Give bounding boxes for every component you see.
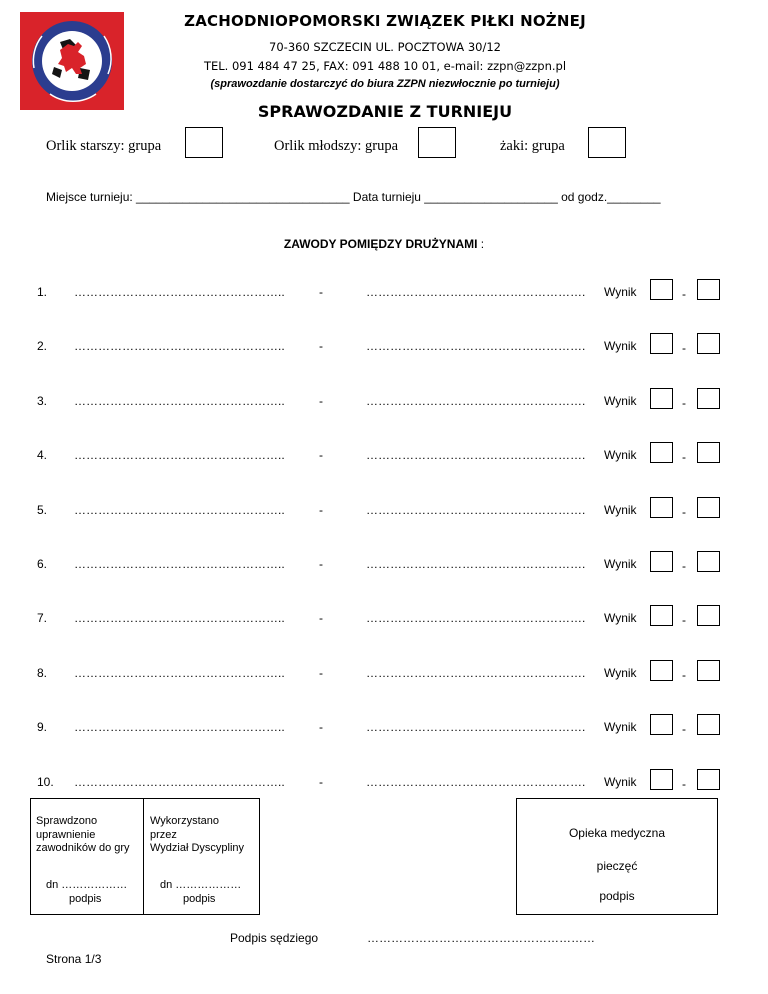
verification-right-date[interactable]: dn ………………	[160, 879, 242, 891]
score-box-team-a[interactable]	[650, 497, 673, 518]
organization-name: ZACHODNIOPOMORSKI ZWIĄZEK PIŁKI NOŻNEJ	[184, 12, 586, 30]
team-a-field[interactable]: ……………………………………………..	[74, 665, 285, 680]
team-b-field[interactable]: ……………………………………………….	[366, 339, 586, 354]
referee-signature-line[interactable]: …………………………………………………	[367, 931, 595, 945]
score-box-team-a[interactable]	[650, 279, 673, 300]
score-dash: -	[682, 450, 686, 465]
score-box-team-a[interactable]	[650, 551, 673, 572]
match-number: 1.	[37, 285, 48, 299]
category-box-zaki[interactable]	[588, 127, 626, 158]
match-number: 6.	[37, 557, 48, 571]
match-number: 3.	[37, 393, 48, 408]
versus-dash: -	[319, 774, 323, 789]
team-a-field[interactable]: ……………………………………………..	[74, 557, 285, 571]
category-label-zaki: żaki: grupa	[500, 138, 565, 154]
verification-right-text	[150, 815, 244, 856]
versus-dash: -	[319, 611, 323, 626]
score-dash: -	[682, 613, 686, 628]
score-dash: -	[682, 504, 686, 519]
team-a-field[interactable]: ……………………………………………..	[74, 611, 285, 626]
score-box-team-b[interactable]	[697, 442, 720, 463]
result-label: Wynik	[604, 665, 637, 680]
match-row	[0, 714, 768, 744]
score-dash: -	[682, 559, 686, 573]
match-row	[0, 660, 768, 690]
team-b-field[interactable]: ……………………………………………….	[366, 285, 586, 299]
category-label-orlik-starszy: Orlik starszy: grupa	[46, 138, 162, 154]
report-title: SPRAWOZDANIE Z TURNIEJU	[257, 102, 513, 121]
score-box-team-b[interactable]	[697, 279, 720, 300]
team-b-field[interactable]: ……………………………………………….	[366, 665, 586, 680]
score-box-team-b[interactable]	[697, 551, 720, 572]
versus-dash: -	[319, 665, 323, 680]
result-label: Wynik	[604, 774, 637, 789]
zzpn-logo	[20, 12, 124, 110]
team-a-field[interactable]: ……………………………………………..	[74, 448, 285, 463]
score-box-team-b[interactable]	[697, 333, 720, 354]
versus-dash: -	[319, 502, 323, 517]
match-row	[0, 551, 768, 581]
medical-stamp-label: pieczęć	[596, 859, 638, 873]
section-title-text: ZAWODY POMIĘDZY DRUŻYNAMI	[283, 237, 478, 251]
verification-right-signature: podpis	[183, 893, 216, 905]
verification-left-date[interactable]: dn ………………	[46, 879, 128, 891]
match-number: 7.	[37, 611, 48, 626]
result-label: Wynik	[604, 720, 637, 735]
verification-left-line: zawodników do gry	[36, 842, 130, 854]
match-number: 9.	[37, 720, 48, 735]
score-box-team-a[interactable]	[650, 605, 673, 626]
team-b-field[interactable]: ……………………………………………….	[366, 611, 586, 626]
team-a-field[interactable]: ……………………………………………..	[74, 285, 285, 299]
verification-left-signature: podpis	[69, 893, 102, 905]
score-box-team-a[interactable]	[650, 388, 673, 409]
organization-contact: TEL. 091 484 47 25, FAX: 091 488 10 01, e-mail: zzpn@zzpn.pl	[203, 59, 567, 73]
result-label: Wynik	[604, 611, 637, 626]
team-a-field[interactable]: ……………………………………………..	[74, 720, 285, 735]
score-box-team-b[interactable]	[697, 769, 720, 790]
verification-left-line: uprawnienie	[36, 828, 96, 841]
versus-dash: -	[319, 448, 323, 463]
organization-address: 70-360 SZCZECIN UL. POCZTOWA 30/12	[269, 40, 501, 54]
result-label: Wynik	[604, 393, 637, 408]
score-box-team-b[interactable]	[697, 388, 720, 409]
verification-right-line: przez	[150, 828, 177, 841]
team-a-field[interactable]: ……………………………………………..	[74, 502, 285, 517]
match-number: 4.	[37, 448, 48, 463]
versus-dash: -	[319, 720, 323, 735]
versus-dash: -	[319, 339, 323, 354]
verification-left-text	[36, 815, 130, 856]
match-row	[0, 333, 768, 363]
match-row	[0, 442, 768, 472]
versus-dash: -	[319, 393, 323, 408]
score-dash: -	[682, 287, 686, 301]
delivery-note: (sprawozdanie dostarczyć do biura ZZPN niezwłocznie po turnieju)	[210, 78, 560, 90]
result-label: Wynik	[604, 285, 637, 299]
medical-signature-label: podpis	[599, 889, 635, 903]
versus-dash: -	[319, 285, 323, 299]
score-box-team-b[interactable]	[697, 605, 720, 626]
match-row	[0, 497, 768, 527]
team-b-field[interactable]: ……………………………………………….	[366, 557, 586, 571]
match-number: 10.	[37, 774, 54, 789]
verification-left-line: Sprawdzono	[36, 815, 98, 827]
result-label: Wynik	[604, 448, 637, 463]
verification-right-line: Wydział Dyscypliny	[150, 842, 245, 854]
team-b-field[interactable]: ……………………………………………….	[366, 720, 586, 735]
referee-signature-label: Podpis sędziego	[230, 931, 319, 945]
tournament-meta-line[interactable]: Miejsce turnieju: ________________________________ Data turnieju ____________________ od godz.________	[46, 190, 661, 204]
match-number: 8.	[37, 665, 48, 680]
score-box-team-a[interactable]	[650, 769, 673, 790]
category-box-orlik-mlodszy[interactable]	[418, 127, 456, 158]
score-dash: -	[682, 667, 686, 682]
section-title	[0, 237, 768, 251]
match-row	[0, 605, 768, 635]
score-box-team-a[interactable]	[650, 714, 673, 735]
match-row	[0, 388, 768, 418]
team-b-field[interactable]: ……………………………………………….	[366, 393, 586, 408]
match-row	[0, 769, 768, 799]
versus-dash: -	[319, 557, 323, 571]
match-number: 5.	[37, 502, 48, 517]
page-number: Strona 1/3	[46, 952, 102, 966]
medical-care-title: Opieka medyczna	[568, 826, 666, 840]
category-box-orlik-starszy[interactable]	[185, 127, 223, 158]
team-a-field[interactable]: ……………………………………………..	[74, 774, 285, 789]
score-dash: -	[682, 395, 686, 410]
team-a-field[interactable]: ……………………………………………..	[74, 393, 285, 408]
team-b-field[interactable]: ……………………………………………….	[366, 502, 586, 517]
score-box-team-b[interactable]	[697, 660, 720, 681]
match-number: 2.	[37, 339, 48, 354]
match-row	[0, 279, 768, 309]
score-dash: -	[682, 722, 686, 737]
team-b-field[interactable]: ……………………………………………….	[366, 448, 586, 463]
score-dash: -	[682, 776, 686, 791]
score-box-team-a[interactable]	[650, 660, 673, 681]
team-b-field[interactable]: ……………………………………………….	[366, 774, 586, 789]
team-a-field[interactable]: ……………………………………………..	[74, 339, 285, 354]
score-box-team-b[interactable]	[697, 497, 720, 518]
verification-right-line: Wykorzystano	[150, 815, 219, 827]
result-label: Wynik	[604, 339, 637, 354]
score-box-team-a[interactable]	[650, 442, 673, 463]
section-title-colon: :	[477, 237, 485, 251]
score-box-team-b[interactable]	[697, 714, 720, 735]
score-box-team-a[interactable]	[650, 333, 673, 354]
result-label: Wynik	[604, 557, 637, 571]
verification-divider	[143, 798, 144, 915]
score-dash: -	[682, 341, 686, 356]
category-label-orlik-mlodszy: Orlik młodszy: grupa	[274, 138, 399, 154]
result-label: Wynik	[604, 502, 637, 517]
